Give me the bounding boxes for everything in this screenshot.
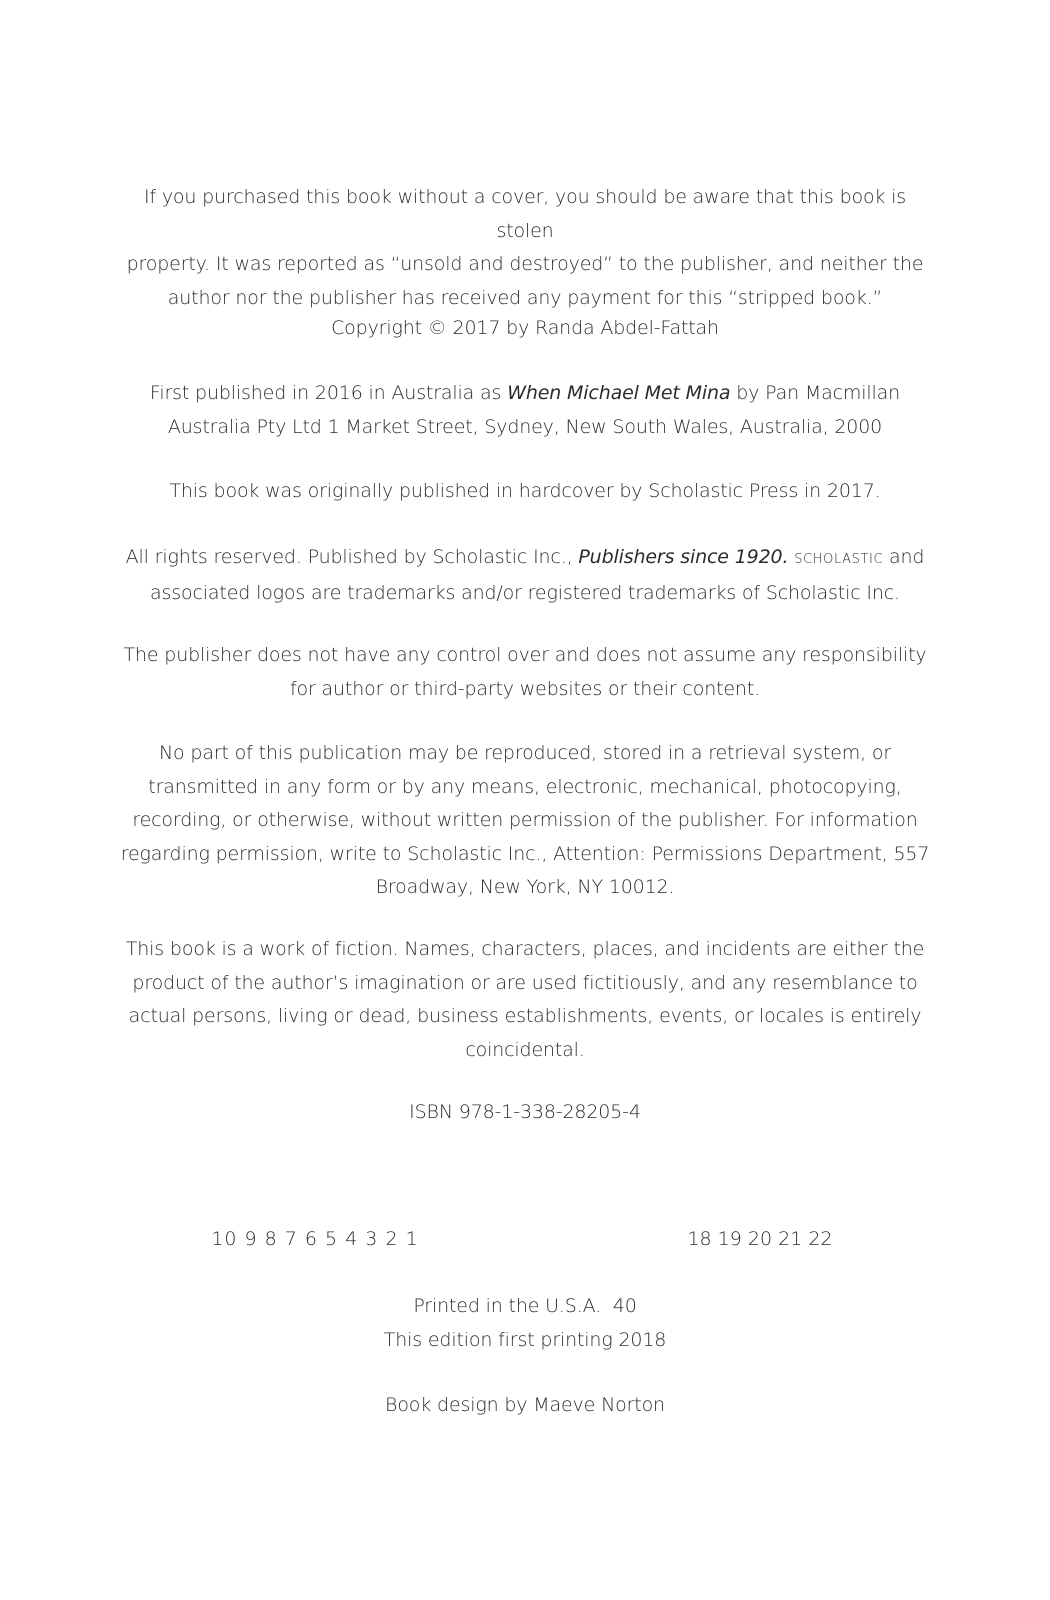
reproduction-line-2: transmitted in any form or by any means, electronic, mechanical, photocopying,: [148, 775, 902, 798]
fiction-line-1: This book is a work of fiction. Names, characters, places, and incidents are either the: [125, 938, 925, 960]
design-credit-block: [115, 1389, 935, 1423]
reproduction-notice-block: [115, 737, 935, 905]
copyright-block: [115, 312, 935, 346]
reproduction-line-3: recording, or otherwise, without written permission of the publisher. For information: [132, 809, 918, 831]
first-published-prefix: First published in 2016 in Australia as: [149, 382, 508, 404]
stripped-notice-line-3: author nor the publisher has received any payment for this “stripped book.”: [167, 286, 883, 309]
fiction-line-4: coincidental.: [465, 1038, 585, 1061]
reproduction-line-4: regarding permission, write to Scholastic Inc., Attention: Permissions Department, 557: [120, 842, 930, 865]
publisher-tagline: Publishers since 1920.: [578, 546, 789, 568]
first-published-line-1: [115, 377, 935, 411]
website-disclaimer-line-2: for author or third-party websites or their content.: [289, 677, 761, 700]
printing-block: [115, 1290, 935, 1357]
isbn-block: [115, 1096, 935, 1130]
first-published-block: [115, 377, 935, 444]
isbn: ISBN 978-1-338-28205-4: [409, 1101, 641, 1123]
first-published-line-2: Australia Pty Ltd 1 Market Street, Sydney, New South Wales, Australia, 2000: [167, 415, 883, 438]
edition-line: This edition first printing 2018: [383, 1328, 667, 1351]
website-disclaimer-block: [115, 639, 935, 706]
reproduction-line-1: No part of this publication may be reproduced, stored in a retrieval system, or: [158, 742, 892, 764]
website-disclaimer-line-1: The publisher does not have any control over and does not assume any responsibility: [123, 644, 927, 666]
rights-suffix: and: [883, 546, 925, 568]
stripped-notice-line-2: property. It was reported as “unsold and destroyed” to the publisher, and neither the: [126, 253, 924, 275]
design-credit: Book design by Maeve Norton: [385, 1394, 665, 1416]
first-published-suffix: by Pan Macmillan: [730, 382, 901, 404]
printed-in: Printed in the U.S.A. 40: [413, 1295, 637, 1317]
rights-line-1: [115, 541, 935, 577]
rights-block: [115, 541, 935, 610]
rights-line-2: associated logos are trademarks and/or registered trademarks of Scholastic Inc.: [150, 581, 900, 604]
copyright-line: Copyright © 2017 by Randa Abdel-Fattah: [331, 317, 719, 339]
stripped-notice-line-1: If you purchased this book without a cover, you should be aware that this book is stolen: [143, 186, 907, 242]
printing-numbers: 10 9 8 7 6 5 4 3 2 1: [211, 1228, 419, 1250]
fiction-disclaimer-block: [115, 933, 935, 1067]
fiction-line-2: product of the author’s imagination or are used fictitiously, and any resemblance to: [132, 971, 918, 994]
scholastic-brand: SCHOLASTIC: [794, 552, 884, 567]
original-title: When Michael Met Mina: [507, 382, 731, 404]
reproduction-line-5: Broadway, New York, NY 10012.: [375, 876, 675, 898]
fiction-line-3: actual persons, living or dead, business establishments, events, or locales is entirely: [128, 1005, 922, 1027]
hardcover-note: This book was originally published in hardcover by Scholastic Press in 2017.: [169, 480, 881, 502]
year-numbers: 18 19 20 21 22: [687, 1228, 833, 1250]
hardcover-note-block: [115, 475, 935, 509]
stripped-book-notice: [115, 181, 935, 315]
rights-prefix: All rights reserved. Published by Scholastic Inc.,: [125, 546, 579, 568]
